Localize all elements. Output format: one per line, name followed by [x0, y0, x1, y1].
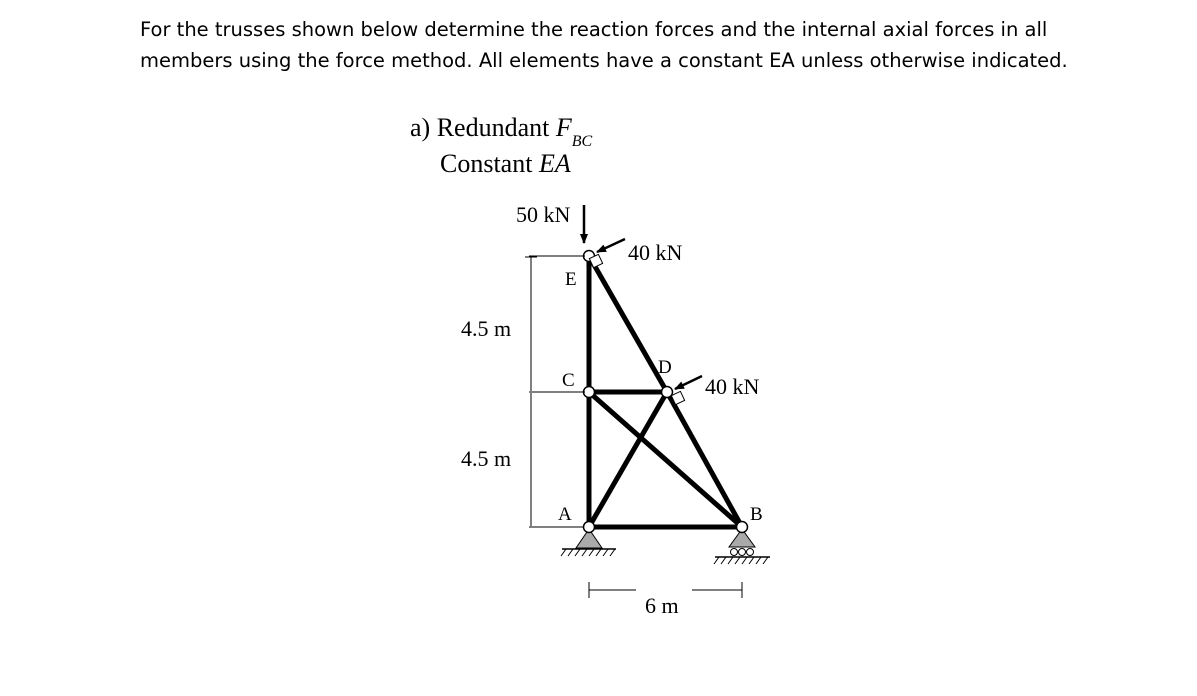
member-ED: [589, 256, 667, 392]
load-label-50kn: 50 kN: [516, 202, 571, 227]
joint-C: [584, 387, 595, 398]
load-label-40kn-at-E: 40 kN: [628, 240, 683, 265]
member-CB: [589, 392, 742, 527]
member-AD: [589, 392, 667, 527]
member-DB: [667, 392, 742, 527]
joint-B: [737, 522, 748, 533]
joint-A: [584, 522, 595, 533]
node-label-A: A: [558, 504, 572, 525]
load-label-40kn-at-D: 40 kN: [705, 374, 760, 399]
dim-label-upper: 4.5 m: [461, 316, 512, 341]
node-label-C: C: [562, 370, 575, 391]
dim-label-lower: 4.5 m: [461, 446, 512, 471]
load-arrow-40kn-at-E: [597, 239, 625, 252]
node-label-E: E: [565, 269, 577, 290]
roller-support-B: [714, 529, 770, 564]
dimension-lines: [529, 256, 742, 598]
joint-D: [662, 387, 673, 398]
dim-label-span: 6 m: [645, 593, 679, 618]
problem-line-1: For the trusses shown below determine the reaction forces and the internal axial forces in all: [140, 18, 1048, 41]
part-a-heading: a) Redundant $F_{BC}$: [410, 113, 593, 150]
load-arrow-40kn-at-D: [675, 376, 702, 389]
node-label-D: D: [658, 357, 672, 378]
node-label-B: B: [750, 504, 763, 525]
problem-line-2: members using the force method. All elements have a constant EA unless otherwise indicated.: [140, 49, 1068, 72]
constant-ea-label: Constant EA: [440, 149, 571, 178]
